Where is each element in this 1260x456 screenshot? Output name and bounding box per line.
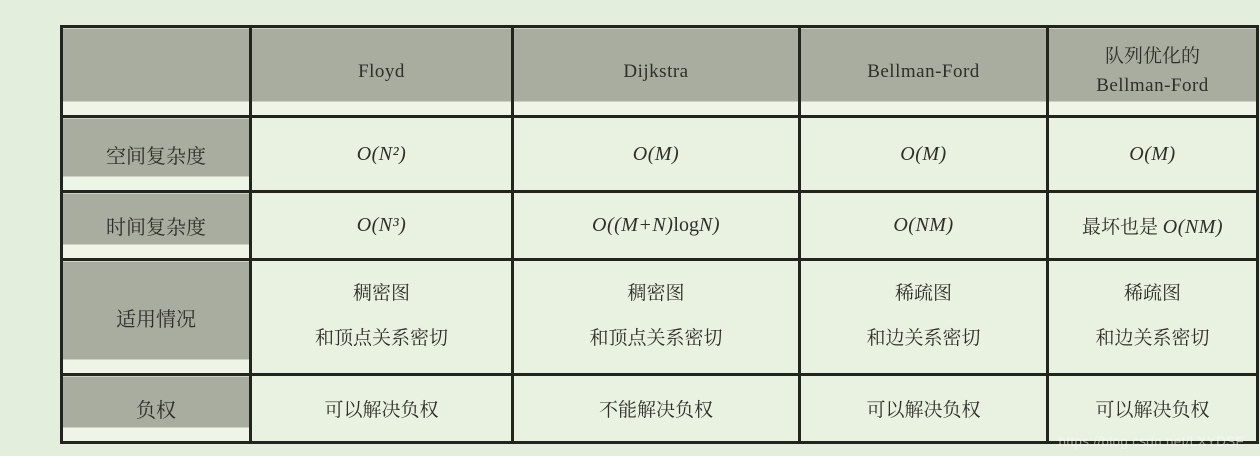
corner-cell (62, 27, 251, 117)
space-floyd-value: O(N²) (356, 142, 407, 165)
cell-usage-floyd (251, 260, 513, 375)
negative-weight-label: 负权 (136, 400, 176, 422)
time-dijkstra-value-head: O((M+N) (592, 214, 674, 236)
cell-negative-queue-bellman-ford (1048, 375, 1258, 443)
space-bellman-ford-value: O(M) (900, 142, 947, 165)
cell-time-bellman-ford (800, 192, 1048, 260)
cell-space-bellman-ford (800, 117, 1048, 192)
usage-floyd-line1: 稠密图 (352, 283, 410, 305)
applicable-situation-row (62, 260, 1258, 375)
row-label-space-complexity (62, 117, 251, 192)
cell-negative-floyd (251, 375, 513, 443)
cell-negative-dijkstra (513, 375, 800, 443)
time-queue-bf-value: O(NM) (1162, 216, 1224, 238)
time-queue-bf-prefix: 最坏也是 (1081, 217, 1163, 238)
cell-usage-dijkstra (513, 260, 800, 375)
usage-bellman-ford-line1: 稀疏图 (894, 283, 952, 305)
cell-negative-bellman-ford (800, 375, 1048, 443)
queue-optimized-label-line1: 队列优化的 (1104, 46, 1200, 67)
space-complexity-label: 空间复杂度 (106, 145, 206, 168)
cell-time-dijkstra (513, 192, 800, 260)
column-header-dijkstra (513, 27, 800, 117)
space-dijkstra-value: O(M) (632, 142, 680, 165)
floyd-header-label: Floyd (358, 61, 405, 82)
usage-queue-bf-line1: 稀疏图 (1123, 283, 1181, 305)
cell-time-queue-bellman-ford (1048, 192, 1258, 260)
bellman-ford-header-label: Bellman-Ford (867, 61, 980, 82)
time-floyd-value: O(N³) (356, 214, 407, 236)
usage-floyd-line2: 和顶点关系密切 (314, 328, 448, 349)
negative-dijkstra-value: 不能解决负权 (598, 400, 713, 421)
header-row (62, 27, 1258, 117)
applicable-situation-label: 适用情况 (116, 308, 196, 331)
cell-usage-bellman-ford (800, 260, 1048, 375)
negative-floyd-value: 可以解决负权 (324, 400, 439, 421)
row-label-applicable-situation (62, 260, 251, 375)
negative-queue-bf-value: 可以解决负权 (1095, 400, 1210, 421)
column-header-queue-optimized-bellman-ford (1048, 27, 1258, 117)
negative-bellman-ford-value: 可以解决负权 (866, 400, 981, 421)
space-complexity-row (62, 117, 1258, 192)
column-header-bellman-ford (800, 27, 1048, 117)
space-queue-bf-value: O(M) (1129, 142, 1176, 165)
usage-bellman-ford-line2: 和边关系密切 (866, 328, 981, 349)
time-dijkstra-value-tail: N) (698, 214, 720, 236)
csdn-watermark-url: https://blog.csdn.net/LXYDSF (1058, 434, 1244, 449)
cell-usage-queue-bellman-ford (1048, 260, 1258, 375)
usage-dijkstra-line1: 稠密图 (627, 283, 685, 305)
usage-dijkstra-line2: 和顶点关系密切 (589, 328, 723, 349)
time-dijkstra-log: log (673, 214, 699, 236)
shortest-path-algorithm-comparison-table (60, 25, 1259, 444)
usage-queue-bf-line2: 和边关系密切 (1095, 328, 1210, 349)
cell-space-queue-bellman-ford (1048, 117, 1258, 192)
time-complexity-row (62, 192, 1258, 260)
queue-optimized-label-line2: Bellman-Ford (1096, 74, 1209, 96)
column-header-floyd (251, 27, 513, 117)
cell-time-floyd (251, 192, 513, 260)
row-label-time-complexity (62, 192, 251, 260)
cell-space-floyd (251, 117, 513, 192)
cell-space-dijkstra (513, 117, 800, 192)
row-label-negative-weight (62, 375, 251, 443)
negative-weight-row (62, 375, 1258, 443)
time-complexity-label: 时间复杂度 (106, 217, 206, 239)
time-bellman-ford-value: O(NM) (893, 214, 954, 236)
dijkstra-header-label: Dijkstra (623, 61, 689, 82)
